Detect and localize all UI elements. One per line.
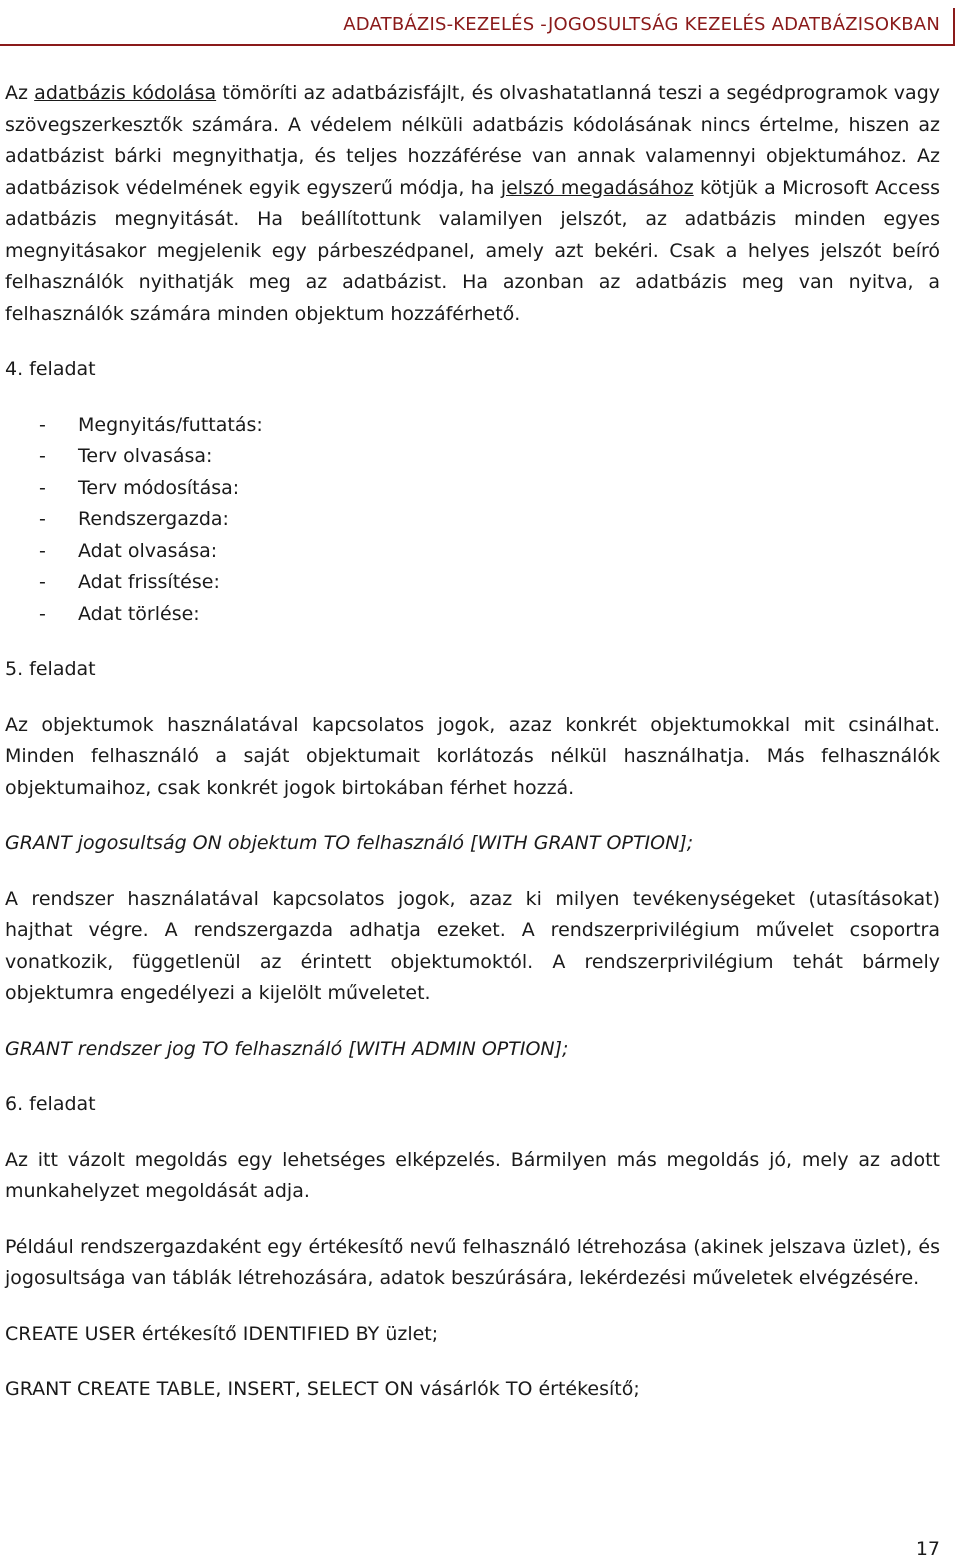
list-dash: - [39, 571, 46, 593]
intro-text-start: Az [5, 82, 35, 104]
link-jelszo-megadasahoz[interactable]: jelszó megadásához [500, 176, 694, 199]
list-item-label: Megnyitás/futtatás: [78, 413, 263, 436]
list-item [5, 410, 940, 442]
header-rule [0, 44, 955, 46]
create-user-statement: CREATE USER értékesítő IDENTIFIED BY üzlet; [5, 1322, 439, 1345]
list-dash: - [39, 413, 46, 436]
task5-paragraph-object-rights: Az objektumok használatával kapcsolatos jogok, azaz konkrét objektumokkal mit csinálhat. Minden felhasználó a saját objektumait korlátozás nélkül használhatja. Más felhasználók objektumaihoz, csak konkrét jogok birtokában férhet hozzá. [5, 713, 940, 799]
intro-text-middle: tömöríti az adatbázisfájlt, és olvashatatlanná teszi a segédprogramok vagy szövegszerkesztők számára. A védelem nélküli adatbázis kódolásának nincs értelme, hiszen az adatbázist bárki megnyithatja, és teljes hozzáférése van annak valamennyi objektumához. Az adatbázisok védelmének egyik egyszerű módja, ha [5, 82, 940, 199]
list-item-label: Terv módosítása: [78, 476, 240, 499]
grant-create-statement: GRANT CREATE TABLE, INSERT, SELECT ON vásárlók TO értékesítő; [5, 1378, 640, 1400]
grant-system-syntax: GRANT rendszer jog TO felhasználó [WITH ADMIN OPTION]; [5, 1037, 569, 1060]
list-item [5, 473, 940, 505]
task6-heading: 6. feladat [5, 1093, 96, 1115]
list-dash: - [39, 508, 46, 530]
list-dash: - [39, 602, 46, 625]
list-item-label: Adat frissítése: [78, 571, 220, 593]
task6-paragraph-example: Például rendszergazdaként egy értékesítő nevű felhasználó létrehozása (akinek jelszava üzlet), és jogosultsága van táblák létrehozására, adatok beszúrására, lekérdezési műveletek elvégzésére. [5, 1235, 940, 1289]
running-header: ADATBÁZIS-KEZELÉS -JOGOSULTSÁG KEZELÉS ADATBÁZISOKBAN [343, 14, 940, 35]
list-item-label: Rendszergazda: [78, 508, 229, 530]
list-item [5, 441, 940, 473]
grant-object-syntax: GRANT jogosultság ON objektum TO felhasználó [WITH GRANT OPTION]; [5, 832, 694, 854]
task6-paragraph-intro: Az itt vázolt megoldás egy lehetséges elképzelés. Bármilyen más megoldás jó, mely az adott munkahelyzet megoldását adja. [5, 1148, 940, 1202]
header-rule-end [953, 8, 955, 45]
task5-heading: 5. feladat [5, 658, 96, 680]
task4-heading: 4. feladat [5, 358, 96, 380]
link-adatbazis-kodolasa[interactable]: adatbázis kódolása [34, 82, 217, 104]
permissions-list [5, 410, 940, 631]
task5-paragraph-system-rights: A rendszer használatával kapcsolatos jogok, azaz ki milyen tevékenységeket (utasításokat) hajthat végre. A rendszergazda adhatja ezeket. A rendszerprivilégium művelet csoportra vonatkozik, függetlenül az érintett objektumoktól. A rendszerprivilégium tehát bármely objektumra engedélyezi a kijelölt műveletet. [5, 887, 940, 1004]
list-item [5, 599, 940, 631]
list-item-label: Adat olvasása: [78, 539, 218, 562]
list-item-label: Terv olvasása: [78, 445, 213, 467]
list-dash: - [39, 539, 46, 562]
page-content [5, 78, 940, 1430]
page-number: 17 [915, 1538, 940, 1560]
intro-text-end: kötjük a Microsoft Access adatbázis megnyitását. Ha beállítottunk valamilyen jelszót, az adatbázis minden egyes megnyitásakor megjelenik egy párbeszédpanel, amely azt bekéri. Csak a helyes jelszót beíró felhasználók nyithatják meg az adatbázist. Ha azonban az adatbázis meg van nyitva, a felhasználók számára minden objektum hozzáférhető. [5, 176, 940, 325]
list-item [5, 567, 940, 599]
list-item [5, 504, 940, 536]
list-item [5, 536, 940, 568]
list-item-label: Adat törlése: [78, 602, 200, 625]
intro-paragraph [5, 78, 940, 330]
list-dash: - [39, 476, 46, 499]
list-dash: - [39, 445, 46, 467]
